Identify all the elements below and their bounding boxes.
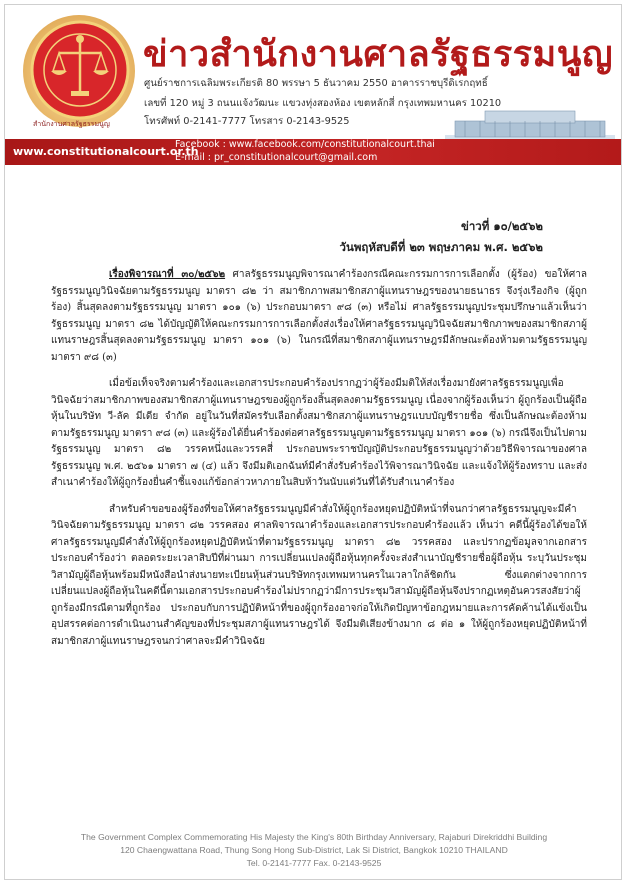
- footer-line-2: 120 Chaengwattana Road, Thung Song Hong Sub-District, Lak Si District, Bangkok 10210 THAILAND: [120, 845, 508, 855]
- social-contacts: [175, 139, 435, 164]
- paragraph-1: [51, 267, 587, 366]
- seal-caption: สำนักงานศาลรัฐธรรมนูญ: [33, 120, 110, 128]
- address-line-2: เลขที่ 120 หมู่ 3 ถนนแจ้งวัฒนะ แขวงทุ่งสองห้อง เขตหลักสี่ กรุงเทพมหานคร 10210: [144, 98, 502, 109]
- contact-banner: [5, 139, 622, 165]
- news-date: วันพฤหัสบดีที่ ๒๓ พฤษภาคม พ.ศ. ๒๕๖๒: [339, 240, 543, 254]
- letterhead: [5, 5, 622, 163]
- court-seal-icon: [29, 19, 131, 121]
- page-title: ข่าวสำนักงานศาลรัฐธรรมนูญ: [143, 34, 614, 75]
- paragraph-2: เมื่อข้อเท็จจริงตามคำร้องและเอกสารประกอบคำร้องปรากฏว่าผู้ร้องมีมติให้ส่งเรื่องมายังศาลรัฐธรรมนูญเพื่อวินิจฉัยว่าสมาชิกภาพของสมาชิกสภาผู้แทนราษฎรของผู้ถูกร้องสิ้นสุดลงตามรัฐธรรมนูญ เนื่องจากผู้ร้องเห็นว่า ผู้ถูกร้องเป็นผู้ถือหุ้นในบริษัท วี-ลัค มีเดีย จำกัด อยู่ในวันที่สมัครรับเลือกตั้งสมาชิกสภาผู้แทนราษฎรแบบบัญชีรายชื่อ ซึ่งเป็นลักษณะต้องห้ามตามรัฐธรรมนูญ มาตรา ๙๘ (๓) และผู้ร้องได้ยื่นคำร้องต่อศาลรัฐธรรมนูญตามรัฐธรรมนูญ มาตรา ๑๐๑ (๖) กรณีจึงเป็นไปตามรัฐธรรมนูญ มาตรา ๘๒ วรรคหนึ่งและวรรคสี่ ประกอบพระราชบัญญัติประกอบรัฐธรรมนูญว่าด้วยวิธีพิจารณาของศาลรัฐธรรมนูญ พ.ศ. ๒๕๖๑ มาตรา ๗ (๔) แล้ว จึงมีมติเอกฉันท์มีคำสั่งรับคำร้องไว้พิจารณาวินิจฉัย และแจ้งให้ผู้ร้องทราบ และส่งสำเนาคำร้องให้ผู้ถูกร้องยื่นคำชี้แจงแก้ข้อกล่าวหาภายในสิบห้าวันนับแต่วันที่ได้รับสำเนาคำร้อง: [51, 378, 587, 488]
- news-number: ข่าวที่ ๑๐/๒๕๖๒: [460, 219, 543, 233]
- website-link[interactable]: www.constitutionalcourt.or.th: [13, 145, 199, 158]
- address-line-1: ศูนย์ราชการเฉลิมพระเกียรติ 80 พรรษา 5 ธันวาคม 2550 อาคารราชบุรีดิเรกฤทธิ์: [144, 78, 488, 89]
- address-line-3: โทรศัพท์ 0-2141-7777 โทรสาร 0-2143-9525: [144, 116, 350, 127]
- footer: [5, 831, 622, 870]
- facebook-link[interactable]: Facebook : www.facebook.com/constitutionalcourt.thai: [175, 139, 435, 150]
- footer-line-1: The Government Complex Commemorating His Majesty the King's 80th Birthday Anniversary, Rajaburi Direkriddhi Building: [80, 832, 548, 842]
- document-page: [4, 4, 622, 880]
- paragraph-3: สำหรับคำขอของผู้ร้องที่ขอให้ศาลรัฐธรรมนูญมีคำสั่งให้ผู้ถูกร้องหยุดปฏิบัติหน้าที่จนกว่าศาลรัฐธรรมนูญจะมีคำวินิจฉัยตามรัฐธรรมนูญ มาตรา ๘๒ วรรคสอง ศาลพิจารณาคำร้องและเอกสารประกอบคำร้องแล้ว เห็นว่า คดีนี้ผู้ร้องได้ขอให้ศาลรัฐธรรมนูญมีคำสั่งให้ผู้ถูกร้องหยุดปฏิบัติหน้าที่ตามรัฐธรรมนูญ มาตรา ๘๒ วรรคสอง และปรากฏข้อมูลจากเอกสารประกอบคำร้องว่า ตลอดระยะเวลาสิบปีที่ผ่านมา การเปลี่ยนแปลงผู้ถือหุ้นทุกครั้งจะส่งสำเนาบัญชีรายชื่อผู้ถือหุ้น ระบุวันประชุมวิสามัญผู้ถือหุ้นพร้อมมีหนังสือนำส่งนายทะเบียนหุ้นส่วนบริษัทกรุงเทพมหานครในเวลาใกล้ชิดกัน ซึ่งแตกต่างจากการเปลี่ยนแปลงผู้ถือหุ้นในคดีนี้ตามเอกสารประกอบคำร้องไม่ปรากฏว่ามีการประชุมวิสามัญผู้ถือหุ้นจึงปรากฏเหตุอันควรสงสัยว่าผู้ถูกร้องมีกรณีตามที่ถูกร้อง ประกอบกับการปฏิบัติหน้าที่ของผู้ถูกร้องอาจก่อให้เกิดปัญหาข้อกฎหมายและการคัดค้านได้แข้งเป็นอุปสรรคต่อการดำเนินงานสำคัญของที่ประชุมสภาผู้แทนราษฎรได้ จึงมีมติเสียงข้างมาก ๘ ต่อ ๑ ให้ผู้ถูกร้องหยุดปฏิบัติหน้าที่สมาชิกสภาผู้แทนราษฎรจนกว่าศาลจะมีคำวินิจฉัย: [51, 503, 588, 647]
- subject-label: เรื่องพิจารณาที่ ๓๐/๒๕๖๒: [109, 269, 226, 280]
- footer-line-3: Tel. 0-2141-7777 Fax. 0-2143-9525: [246, 858, 382, 868]
- paragraph-1-text: ศาลรัฐธรรมนูญพิจารณาคำร้องกรณีคณะกรรมการการเลือกตั้ง (ผู้ร้อง) ขอให้ศาลรัฐธรรมนูญวินิจฉัยตามรัฐธรรมนูญ มาตรา ๘๒ ว่า สมาชิกภาพสมาชิกสภาผู้แทนราษฎรของนายธนาธร จึงรุ่งเรืองกิจ (ผู้ถูกร้อง) สิ้นสุดลงตามรัฐธรรมนูญ มาตรา ๑๐๑ (๖) ประกอบมาตรา ๙๘ (๓) หรือไม่ ศาลรัฐธรรมนูญประชุมปรึกษาแล้วเห็นว่า รัฐธรรมนูญ มาตรา ๘๒ ได้บัญญัติให้คณะกรรมการการเลือกตั้งส่งเรื่องให้ศาลรัฐธรรมนูญวินิจฉัยสมาชิกภาพของสมาชิกสภาผู้แทนราษฎรสิ้นสุดลงตามรัฐธรรมนูญ มาตรา ๑๐๑ (๖) ในกรณีที่สมาชิกสภาผู้แทนราษฎรมีลักษณะต้องห้ามตามรัฐธรรมนูญ มาตรา ๙๘ (๓): [51, 269, 587, 363]
- email-link[interactable]: E-mail : pr_constitutionalcourt@gmail.com: [175, 151, 378, 163]
- article-body: [51, 267, 587, 660]
